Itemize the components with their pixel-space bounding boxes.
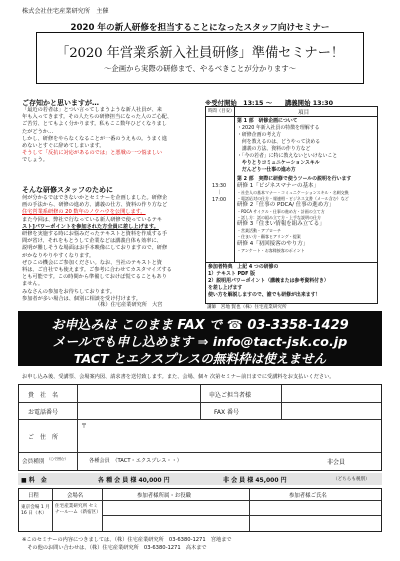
form-note: お申し込み後、受講票、会場案内図、請求書を送付致します。また、会場、個々 次第セミナー前日までに受講料をお支払いください。 [22, 374, 335, 380]
intro-body [22, 107, 200, 165]
company-label: 貴 社 名 [28, 392, 59, 399]
email-line: メールでも申し込めます ⇒ info@tact-jsk.co.jp [52, 335, 348, 350]
membership-label: 会員種別 [22, 459, 45, 465]
nonmember-option: 非会員 [327, 459, 346, 466]
program-line: ・「今の若者」に特に教えないといけないこと [237, 153, 338, 159]
program-line: 研修 2「仕事の PDCA/ 仕事の進め方」 [237, 202, 335, 208]
schedule-heading: ※受付開始 13:15 ～ 講義開始 13:30 [205, 99, 334, 107]
program-line: ・研修企画の考え方 [237, 132, 282, 138]
program-table [205, 106, 378, 304]
postal-mark: 〒 [81, 423, 88, 430]
why-line: とも可能です。この時間から準備しておけば慌てることもあり [22, 274, 167, 281]
program-line: ・話し方：話の組み立て方・上手な説明の仕方 [237, 215, 321, 220]
program-line: だんどり一仕事の進め方 [237, 167, 296, 173]
program-line: 講義の方法、資料の作り方など [237, 146, 311, 152]
fee-nonmember: 非 会 員 様 45,000 円 [223, 477, 287, 484]
program-line: ・営業活動・アプローチ [237, 228, 281, 233]
notice-line: TACT とエクスプレスの無料枠は使えません [73, 351, 327, 366]
intro-line: ご苦労、とてもよく分かります。私もここ数年ひどくなりまし [22, 121, 167, 128]
col-venue: 会場名 [67, 493, 84, 499]
why-line: 料は、ご自社でも使えます。ご参考に合わせてカスタマイズする [22, 267, 172, 274]
why-line: 研修を実施する時にお悩みだったテキストと資料を作成する手 [22, 231, 168, 238]
why-body [22, 195, 200, 303]
fee-member: 各 種 会 員 様 40,000 円 [98, 477, 170, 484]
why-line: 何が分かるではできないかとセミナーを企画しました。研修企 [22, 195, 168, 201]
fee-bar [18, 473, 382, 485]
intro-line: でしょう。 [22, 157, 48, 164]
program-line: 研修 4「初回接客のやり方」 [237, 241, 309, 247]
fax-label: FAX 番号 [214, 409, 240, 416]
program-line: やりとりコミュニケーションスキル [237, 160, 320, 166]
page-subtitle: ～企画から実際の研修まで、やるべきことが分かります～ [103, 64, 296, 73]
page-title: 「2020 年営業系新入社員研修」準備セミナー！ [56, 46, 344, 61]
why-line: がかなりやりやすくなります。 [22, 252, 95, 259]
program-line: 第 2 部 実際に研修で使うツールの説明を行います [237, 176, 352, 182]
fax-line: お申込みは このまま FAX で ☎ 03-3358-1429 [51, 318, 349, 333]
program-line: 何を教えるのは、どうやって決める [237, 139, 321, 145]
program-line: 1）テキスト PDF 版 [208, 271, 256, 277]
why-line: 参加者が多い場合は、個別に相談を受け付けます。 [22, 295, 141, 302]
time-dash: ｜ [217, 190, 222, 196]
why-line: 説明が難しそうな場面はお手本映像にしておりますので、研修 [22, 245, 168, 252]
membership-note: （○で囲む） [47, 457, 69, 461]
fee-note: （どちらも税別） [333, 477, 370, 482]
why-line: スト]パワーポイントを参加された方全員に差し上げます。 [22, 223, 159, 230]
program-line: ・社会人の基本マナー・コミュニケーションスキル・名刺交換 [237, 190, 349, 195]
time-start: 13:30 [212, 183, 227, 189]
address-label: ご 住 所 [28, 434, 59, 441]
program-line: 研修 3「住まい情報を組み立てる」 [237, 221, 325, 227]
sched-venue: 住宅産業研究所 セミナールーム（新宿区） [55, 504, 101, 516]
program-line: 参加者特典 上記 4 つの研修の [208, 264, 279, 270]
col-item-header: 項目 [298, 110, 310, 116]
program-line: ・PDCA サイクル・仕事の進め方・計画の立て方 [237, 209, 325, 214]
program-line: 研修 1「ビジネスマナーの基本」 [237, 183, 319, 189]
intro-line: たがどうか… [22, 128, 54, 135]
why-line: 画の手法から、研修の進め方、講義の仕方、資料の作り方など [22, 202, 168, 209]
col-date: 日程 [28, 493, 39, 499]
why-line: ぜひこの機会にご参加ください。なお、当社のテキストと資 [22, 259, 162, 266]
header-subtitle: 2020 年の新人研修を担当することになったスタッフ向けセミナー [70, 23, 330, 33]
program-line: ・電話応対の仕方・報連相・ビジネス文書（メール含む）など [237, 196, 349, 201]
why-line: また今回は、弊社で行なっている新人研修で使っているテキ [22, 216, 163, 223]
intro-line: 年も入ってきます。その人たちの研修担当になった人のご心配、 [22, 114, 173, 121]
col-name: 参加者様ご氏名 [289, 493, 327, 499]
program-line: 2）説明用パワーポイント（講義または参考資料付き） [208, 278, 329, 284]
program-line: ・アンケート・お客様接客のポイント [237, 248, 305, 253]
program-line: 講師 宮地 賢也（株）住宅産業研究所 [207, 305, 287, 310]
footer-line: その他のお問い合わせは、（株）住宅産業研究所 03-6380-1271 高木まで [22, 545, 207, 551]
organizer-label: 株式会社住宅産業研究所 主催 [22, 8, 109, 15]
intro-line: しかし、研修をやらなくなることが一番のうえもの。うまく進 [22, 135, 168, 142]
why-line: みなさんの参加をお待ちしております。 [22, 288, 115, 295]
program-line: ・住まい方・顧客ヒアリング・提案 [237, 234, 301, 239]
why-line: 住宅営業系研修の 20 数年のノウハウを公開します。 [22, 209, 146, 216]
col-time-header: 時間（目安） [208, 109, 235, 114]
program-line: 使い方を解説しますので、誰でも研修が出来ます！ [208, 292, 321, 298]
intro-line: めないとすぐに辞めてしまいます。 [22, 143, 105, 150]
why-line: ません。 [22, 281, 44, 288]
member-options: 各種会員 （TACT・エクスプレス・・） [89, 458, 182, 464]
col-dept: 参加者様所属・お役職 [137, 493, 191, 499]
why-heading: そんな研修スタッフのために [22, 186, 113, 194]
program-line: を差し上げます [208, 285, 243, 291]
intro-line: 「最近の若者は」とつい言ってしまうような新人社員が、来 [22, 107, 162, 113]
time-end: 17:00 [212, 197, 227, 203]
intro-line: そうして「反抗に対応があるのでは」と悪戦の一つ悩ましい [22, 150, 163, 157]
schedule-table [18, 488, 382, 532]
tel-label: お電話番号 [28, 409, 59, 416]
sched-date: 東京会場 1 月 16 日（木） [21, 505, 50, 517]
intro-heading: ご存知かと思いますが… [22, 99, 99, 107]
why-line: 間が省け、それをもとうして企業などは講義自体も効率に、 [22, 238, 162, 245]
contact-label: 申込ご担当者様 [209, 392, 252, 399]
application-form [18, 384, 382, 471]
presenter-note: （株）住宅産業研究所 大宮 [95, 302, 163, 308]
fax-banner [18, 311, 382, 366]
program-line: 第 1 部 研修企画について [237, 118, 298, 124]
fee-label: ■ 料 金 [21, 477, 47, 484]
program-line: ・2020 年新入社員の特徴を理解する [237, 125, 320, 131]
footer-line: ※このセミナーの内容につきましては、（株）住宅産業研究所 03-6380-1271 宮地まで [22, 537, 232, 543]
